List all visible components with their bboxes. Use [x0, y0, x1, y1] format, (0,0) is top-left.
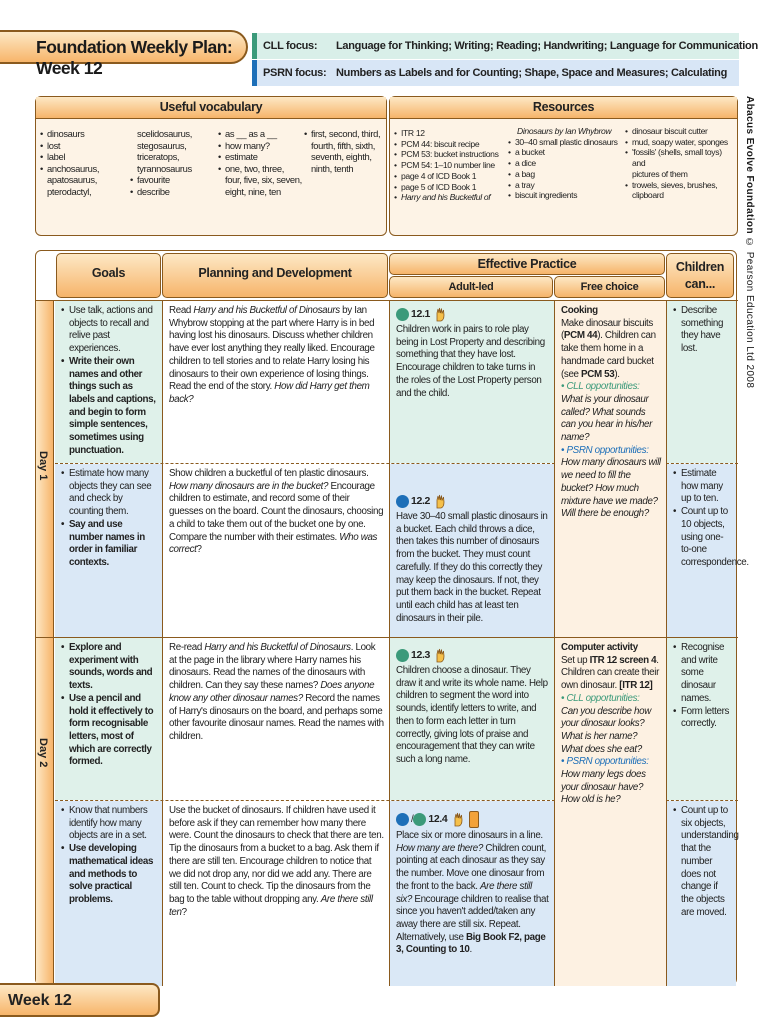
hand-icon [453, 812, 464, 827]
goal-item: • Explore and experiment with sounds, words and texts. [61, 642, 157, 693]
goals-header: Goals [56, 253, 161, 298]
vocab-item: • first, second, third, [304, 128, 380, 140]
vocab-col-3 [218, 128, 302, 198]
children-can-item: • Recognise and write some dinosaur names. [673, 642, 731, 706]
resources-box [389, 96, 738, 236]
r1-adult-led [390, 301, 554, 463]
resource-item: • 'fossils' (shells, small toys) and [625, 147, 737, 168]
dashed-divider [666, 800, 738, 801]
cll-color-bar [252, 33, 257, 59]
free-choice-text: Make dinosaur biscuits (PCM 44). Children can take them home in a handmade card bucket (see PCM 53). [561, 317, 656, 380]
vocab-item: ninth, tenth [311, 162, 354, 174]
adult-led-text: Have 30–40 small plastic dinosaurs in a bucket. Each child throws a dice, then takes this number of dinosaurs from the bucket. They must count carefully. If they do this correctly they may keep the dinosaurs. If not, they put them back in the bucket. Repeat until each child has at least ten dinosaurs in their pile. [396, 511, 548, 624]
r2-children-can [667, 464, 749, 637]
vocab-item: • describe [130, 186, 192, 198]
vocab-item: • favourite [130, 174, 192, 186]
psrn-focus-row [252, 60, 739, 86]
cll-focus-value: Language for Thinking; Writing; Reading; Handwriting; Language for Communication [336, 40, 758, 52]
vocab-col-1 [40, 128, 99, 198]
children-can-item: • Estimate how many up to ten. [673, 468, 731, 506]
resource-item: • 30–40 small plastic dinosaurs [508, 137, 618, 148]
r1-children-can [667, 301, 736, 463]
dashed-divider [55, 463, 555, 464]
free-choice-header: Free choice [554, 276, 665, 298]
vocab-item: • label [40, 151, 99, 163]
resource-item: • dinosaur biscuit cutter [625, 126, 737, 137]
vocabulary-title: Useful vocabulary [36, 97, 386, 119]
resources-col-1 [394, 128, 499, 203]
psrn-focus-value: Numbers as Labels and for Counting; Shape, Space and Measures; Calculating [336, 67, 727, 79]
resource-item: • PCM 53: bucket instructions [394, 149, 499, 160]
resource-item: • mud, soapy water, sponges [625, 137, 737, 148]
cll-activity-icon [396, 649, 409, 662]
vocab-item: fourth, fifth, sixth, [311, 139, 376, 151]
resource-item: • biscuit ingredients [508, 190, 618, 201]
divider [162, 301, 163, 986]
psrn-opportunities-label: • PSRN opportunities: [561, 756, 649, 768]
vocab-col-4 [304, 128, 380, 174]
vocab-item: • how many? [218, 140, 302, 152]
cll-questions: Can you describe how your dinosaur looks? What is her name? What does she eat? [561, 705, 651, 755]
week-footer: Week 12 [0, 983, 160, 1017]
vocab-item: seventh, eighth, [311, 151, 372, 163]
psrn-activity-icon [396, 495, 409, 508]
resource-item: • a bag [508, 169, 618, 180]
divider [554, 301, 555, 986]
resource-book-title: Dinosaurs by Ian Whybrow [517, 126, 612, 136]
cll-activity-icon [396, 308, 409, 321]
page-title: Foundation Weekly Plan: Week 12 [0, 30, 248, 64]
day-2-band [36, 638, 54, 986]
plan-table [35, 250, 749, 985]
free-choice-text: Set up ITR 12 screen 4. Children can create their own dinosaur. [ITR 12] [561, 654, 659, 692]
vocab-item: stegosaurus, [137, 139, 187, 151]
resource-item: • PCM 54: 1–10 number line [394, 160, 499, 171]
goal-item: • Write their own names and other things such as labels and captions, and begin to form simple sentences, sometimes using punctuation. [61, 356, 157, 458]
activity-number: 12.1 [411, 308, 431, 321]
resource-item: • a dice [508, 158, 618, 169]
vocab-item: triceratops, [137, 151, 180, 163]
big-book-icon [469, 811, 479, 828]
r4-children-can [667, 801, 739, 986]
r4-goals [55, 801, 162, 986]
planning-header: Planning and Development [162, 253, 388, 298]
activity-number: 12.4 [428, 813, 448, 826]
cll-activity-icon [413, 813, 426, 826]
goal-item: • Say and use number names in order in familiar contexts. [61, 519, 157, 570]
vocab-item: apatosaurus, [47, 174, 98, 186]
goal-item: • Estimate how many objects they can see and check by counting them. [61, 468, 157, 519]
vocab-item: • estimate [218, 151, 302, 163]
resource-item: • a tray [508, 180, 618, 191]
psrn-focus-label: PSRN focus: [263, 67, 327, 79]
vocab-item: • one, two, three, [218, 163, 302, 175]
r4-planning: Use the bucket of dinosaurs. If children have used it before ask if they can remember how many there were. Count the dinosaurs to check that there are ten. Tip the dinosaurs from a bucket to a bag. Ask them if there are still ten. Encourage children to notice that we did not drop any, nor did we add any. There are still ten. Count to check. Tip the dinosaurs from the bag to the table without dropping any. Are there still ten? [163, 801, 389, 986]
dashed-divider [666, 463, 738, 464]
adult-led-text: Place six or more dinosaurs in a line. How many are there? Children count, pointing at each dinosaur as they say the number. Move one dinosaur from the front to the back. Are there still six? Encourage children to realise that since you haven't added/taken any away there are still six. Repeat. Alternatively, use Big Book F2, page 3, Counting to 10. [396, 830, 549, 956]
activity-number: 12.2 [411, 495, 431, 508]
resources-col-3 [625, 126, 737, 201]
resource-item: • trowels, sieves, brushes, [625, 180, 737, 191]
psrn-opportunities-label: • PSRN opportunities: [561, 444, 649, 456]
children-can-item: • Describe something they have lost. [673, 305, 731, 356]
vocab-item: • lost [40, 140, 99, 152]
r1-free-choice [555, 301, 666, 637]
activity-number: 12.3 [411, 649, 431, 662]
resource-item: pictures of them [632, 168, 688, 179]
children-can-item: • Count up to six objects, understanding that the number does not change if the objects are moved. [673, 805, 731, 919]
children-can-item: • Form letters correctly. [673, 706, 731, 731]
resources-col-2 [508, 126, 618, 201]
r1-planning: Read Harry and his Bucketful of Dinosaurs by Ian Whybrow stopping at the part where Harry is in bed having lost his dinosaurs. Discuss whether children have ever lost anything they really liked. Encourage children to tell stories and to relate Harry losing his dinosaurs to their own experience of losing things. Read the end of the story. How did Harry get them back? [163, 301, 389, 463]
psrn-questions: How many dinosaurs will we need to fill the bucket? How much mixture have we made? Will there be enough? [561, 457, 661, 520]
divider [36, 637, 738, 638]
resource-item: • page 4 of ICD Book 1 [394, 171, 499, 182]
goal-item: • Know that numbers identify how many objects are in a set. [61, 805, 157, 843]
divider [666, 301, 667, 986]
r2-adult-led [390, 464, 554, 637]
goal-item: • Use talk, actions and objects to recall and relive past experiences. [61, 305, 157, 356]
r4-adult-led: / 12.4 Place six or more dinosaurs in a line. How many are there? Children count, pointing at each dinosaur as they say the number. Move one dinosaur from the front to the back. Are there still six? Encourage children to realise that since you haven't added/taken any away there are still six. Repeat. Alternatively, use Big Book F2, page 3, Counting to 10. [390, 801, 554, 986]
dashed-divider [55, 800, 555, 801]
goal-item: • Use a pencil and hold it effectively to form recognisable letters, most of which are correctly formed. [61, 693, 157, 769]
vocab-item: pterodactyl, [47, 185, 92, 197]
vocab-item: four, five, six, seven, [225, 174, 302, 186]
resource-item: • Harry and his Bucketful of [394, 192, 499, 203]
vocab-item: scelidosaurus, [137, 128, 193, 139]
vocab-col-2 [130, 128, 192, 198]
resource-item: • ITR 12 [394, 128, 499, 139]
psrn-questions: How many legs does your dinosaur have? How old is he? [561, 769, 646, 806]
day-2-label: Day 2 [37, 738, 49, 768]
r2-planning: Show children a bucketful of ten plastic dinosaurs. How many dinosaurs are in the bucket? Encourage children to estimate, and record some of their guesses on the board. Count the dinosaurs, choosing a child to take them out of the bucket one by one. Compare the number with their estimates. Who was correct? [163, 464, 389, 637]
adult-led-header: Adult-led [389, 276, 553, 298]
vocab-item: • anchosaurus, [40, 163, 99, 175]
cll-focus-label: CLL focus: [263, 40, 318, 52]
cll-opportunities-label: • CLL opportunities: [561, 692, 640, 704]
children-can-header: Children can... [666, 253, 734, 298]
resources-title: Resources [390, 97, 737, 119]
resource-item: • page 5 of ICD Book 1 [394, 182, 499, 193]
cll-opportunities-label: • CLL opportunities: [561, 381, 640, 393]
practice-header: Effective Practice [389, 253, 665, 275]
resource-item: • a bucket [508, 147, 618, 158]
publisher-credit: Abacus Evolve Foundation © Pearson Education Ltd 2008 [744, 96, 755, 389]
divider [389, 301, 390, 986]
vocab-item: • dinosaurs [40, 128, 99, 140]
vocab-item: tyrannosaurus [137, 162, 192, 174]
free-choice-title: Cooking [561, 305, 598, 316]
day-1-band [36, 301, 54, 637]
vocab-item: eight, nine, ten [225, 185, 281, 197]
r3-adult-led [390, 638, 554, 800]
adult-led-text: Children choose a dinosaur. They draw it and write its whole name. Help children to segment the word into sounds, identify letters to write, and then to form each letter in turn correctly, giving lots of praise and encouragement that they can write such a long name. [396, 665, 548, 765]
cll-questions: What is your dinosaur called? What sounds can you hear in his/her name? [561, 393, 653, 444]
day-1-label: Day 1 [37, 451, 49, 481]
hand-icon [435, 648, 446, 663]
r2-goals [55, 464, 162, 637]
adult-led-text: Children work in pairs to role play being in Lost Property and describing something that they have lost. Encourage children to take turns in the roles of the Lost Property person and the child. [396, 324, 545, 399]
children-can-item: • Count up to 10 objects, using one-to-one correspondence. [673, 506, 731, 570]
resource-item: clipboard [632, 190, 664, 201]
psrn-activity-icon [396, 813, 409, 826]
r3-goals [55, 638, 162, 800]
free-choice-title: Computer activity [561, 642, 638, 653]
hand-icon [435, 307, 446, 322]
cll-focus-row [252, 33, 758, 59]
psrn-color-bar [252, 60, 257, 86]
vocabulary-box [35, 96, 387, 236]
vocab-item: • as __ as a __ [218, 128, 302, 140]
r3-children-can [667, 638, 736, 800]
r3-planning: Re-read Harry and his Bucketful of Dinosaurs. Look at the page in the library where Harry names his dinosaurs. Read the names of the dinosaurs with children. Can they say these names? Does anyone know any other dinosaur names? Record the names of Harry's dinosaurs on the board, and perhaps some other favourite dinosaur names. Read the names with children. [163, 638, 389, 800]
r3-free-choice [555, 638, 666, 986]
resource-item: • PCM 44: biscuit recipe [394, 139, 499, 150]
goal-item: • Use developing mathematical ideas and methods to solve practical problems. [61, 843, 157, 907]
divider [36, 300, 738, 301]
r1-goals [55, 301, 162, 463]
hand-icon [435, 494, 446, 509]
